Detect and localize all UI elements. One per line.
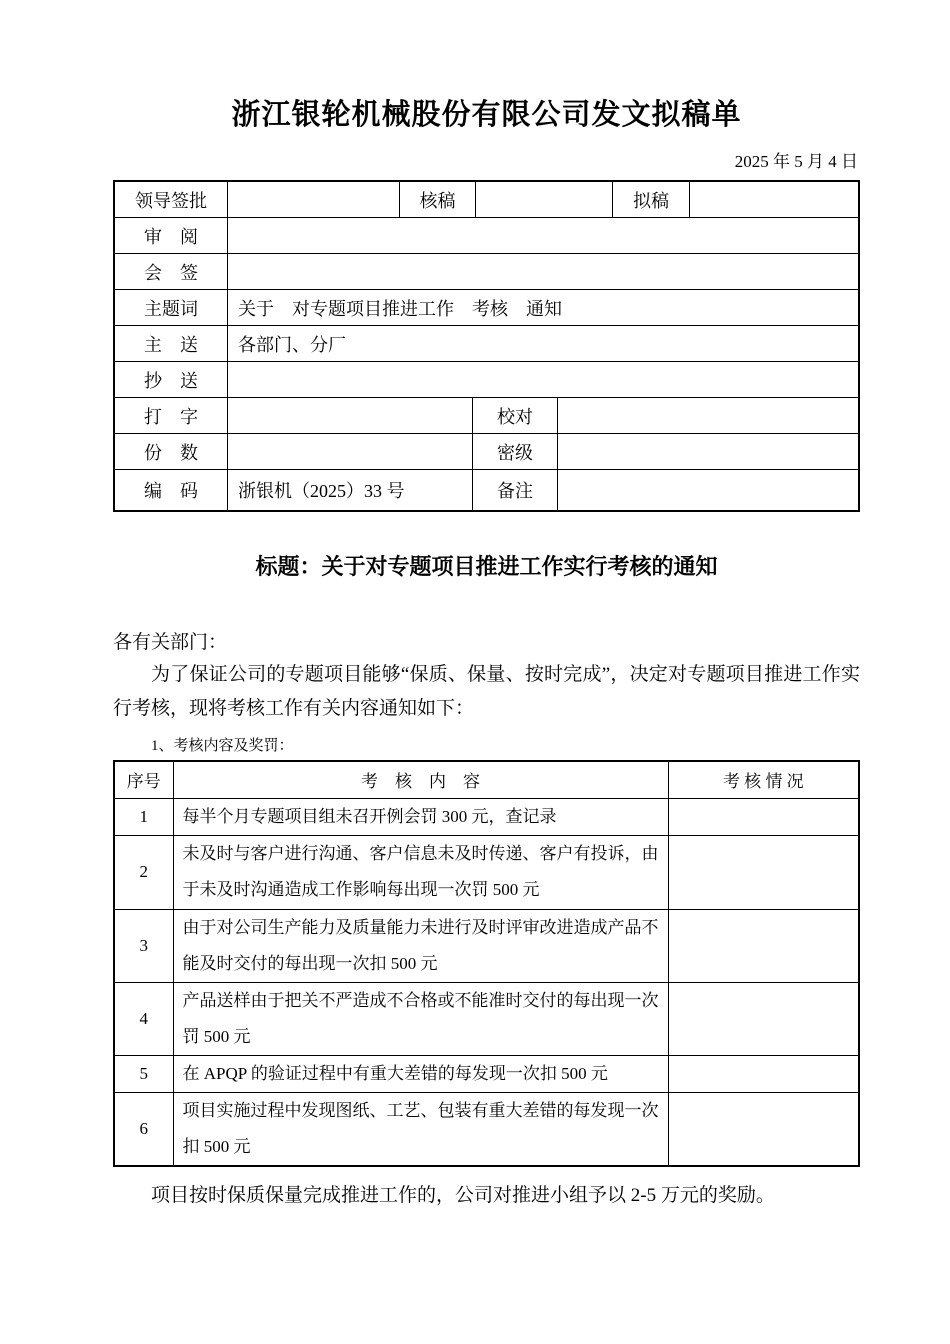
row-status-cell [668,798,859,835]
countersign-value-cell [228,254,858,289]
assessment-row [114,909,859,982]
check-draft-value-cell [476,182,613,217]
secrecy-value-cell [558,434,858,469]
header-status: 考 核 情 况 [668,761,859,798]
row-content-cell: 由于对公司生产能力及质量能力未进行及时评审改进造成产品不能及时交付的每出现一次扣 500 元 [173,909,668,982]
assessment-header-row [114,761,859,798]
assessment-row [114,835,859,909]
row-status-cell [668,835,859,909]
form-row [115,254,858,290]
typing-label: 打 字 [115,398,228,433]
row-no-cell: 1 [114,798,173,835]
row-content-cell: 产品送样由于把关不严造成不合格或不能准时交付的每出现一次罚 500 元 [173,982,668,1055]
intro-paragraph: 为了保证公司的专题项目能够“保质、保量、按时完成”，决定对专题项目推进工作实行考核，现将考核工作有关内容通知如下： [113,664,860,719]
assessment-row [114,1092,859,1166]
assessment-table [113,760,860,1167]
row-content-cell: 在 APQP 的验证过程中有重大差错的每发现一次扣 500 元 [173,1055,668,1092]
subject-title-prefix: 标题： [255,554,322,579]
copies-label: 份 数 [115,434,228,469]
typing-value-cell [228,398,473,433]
draft-by-value-cell [690,182,858,217]
form-row [115,218,858,254]
copies-value-cell [228,434,473,469]
remarks-value-cell [558,470,858,510]
form-row [115,362,858,398]
subject-title-text: 关于对专题项目推进工作实行考核的通知 [321,554,718,579]
closing-paragraph: 项目按时保质保量完成推进工作的，公司对推进小组予以 2-5 万元的奖励。 [151,1184,775,1206]
row-no-cell: 4 [114,982,173,1055]
row-no-cell: 5 [114,1055,173,1092]
document-title: 浙江银轮机械股份有限公司发文拟稿单 [231,99,742,131]
form-row [115,434,858,470]
row-content-cell: 未及时与客户进行沟通、客户信息未及时传递、客户有投诉，由于未及时沟通造成工作影响每出现一次罚 500 元 [173,835,668,909]
form-row [115,290,858,326]
review-label: 审 阅 [115,218,228,253]
draft-by-label: 拟稿 [613,182,690,217]
document-date: 2025 年 5 月 4 日 [734,152,858,171]
assessment-row [114,982,859,1055]
proofread-value-cell [558,398,858,433]
copy-send-label: 抄 送 [115,362,228,397]
row-content-cell: 每半个月专题项目组未召开例会罚 300 元，查记录 [173,798,668,835]
assessment-row [114,1055,859,1092]
countersign-label: 会 签 [115,254,228,289]
section-1-heading: 1、考核内容及奖罚： [151,738,294,754]
row-content-cell: 项目实施过程中发现图纸、工艺、包装有重大差错的每发现一次扣 500 元 [173,1092,668,1166]
subject-words-value-cell: 关于 对专题项目推进工作 考核 通知 [238,298,562,319]
main-send-value-cell: 各部门、分厂 [238,334,346,355]
subject-words-label: 主题词 [115,290,228,325]
secrecy-label: 密级 [473,434,558,469]
header-content: 考 核 内 容 [173,761,668,798]
check-draft-label: 核稿 [400,182,476,217]
leader-approval-value-cell [228,182,400,217]
remarks-label: 备注 [473,470,558,510]
review-value-cell [228,218,858,253]
header-no: 序号 [114,761,173,798]
row-status-cell [668,982,859,1055]
form-row [115,326,858,362]
row-status-cell [668,1092,859,1166]
leader-approval-label: 领导签批 [115,182,228,217]
main-send-label: 主 送 [115,326,228,361]
row-no-cell: 6 [114,1092,173,1166]
copy-send-value-cell [228,362,858,397]
subject-title [113,550,860,581]
row-no-cell: 2 [114,835,173,909]
row-no-cell: 3 [114,909,173,982]
row-status-cell [668,909,859,982]
form-row [115,398,858,434]
code-label: 编 码 [115,470,228,510]
form-row [115,182,858,218]
code-value-cell: 浙银机（2025）33 号 [228,470,473,510]
proofread-label: 校对 [473,398,558,433]
row-status-cell [668,1055,859,1092]
form-row [115,470,858,510]
draft-form-table [113,180,860,512]
salutation: 各有关部门： [113,632,228,653]
assessment-row [114,798,859,835]
